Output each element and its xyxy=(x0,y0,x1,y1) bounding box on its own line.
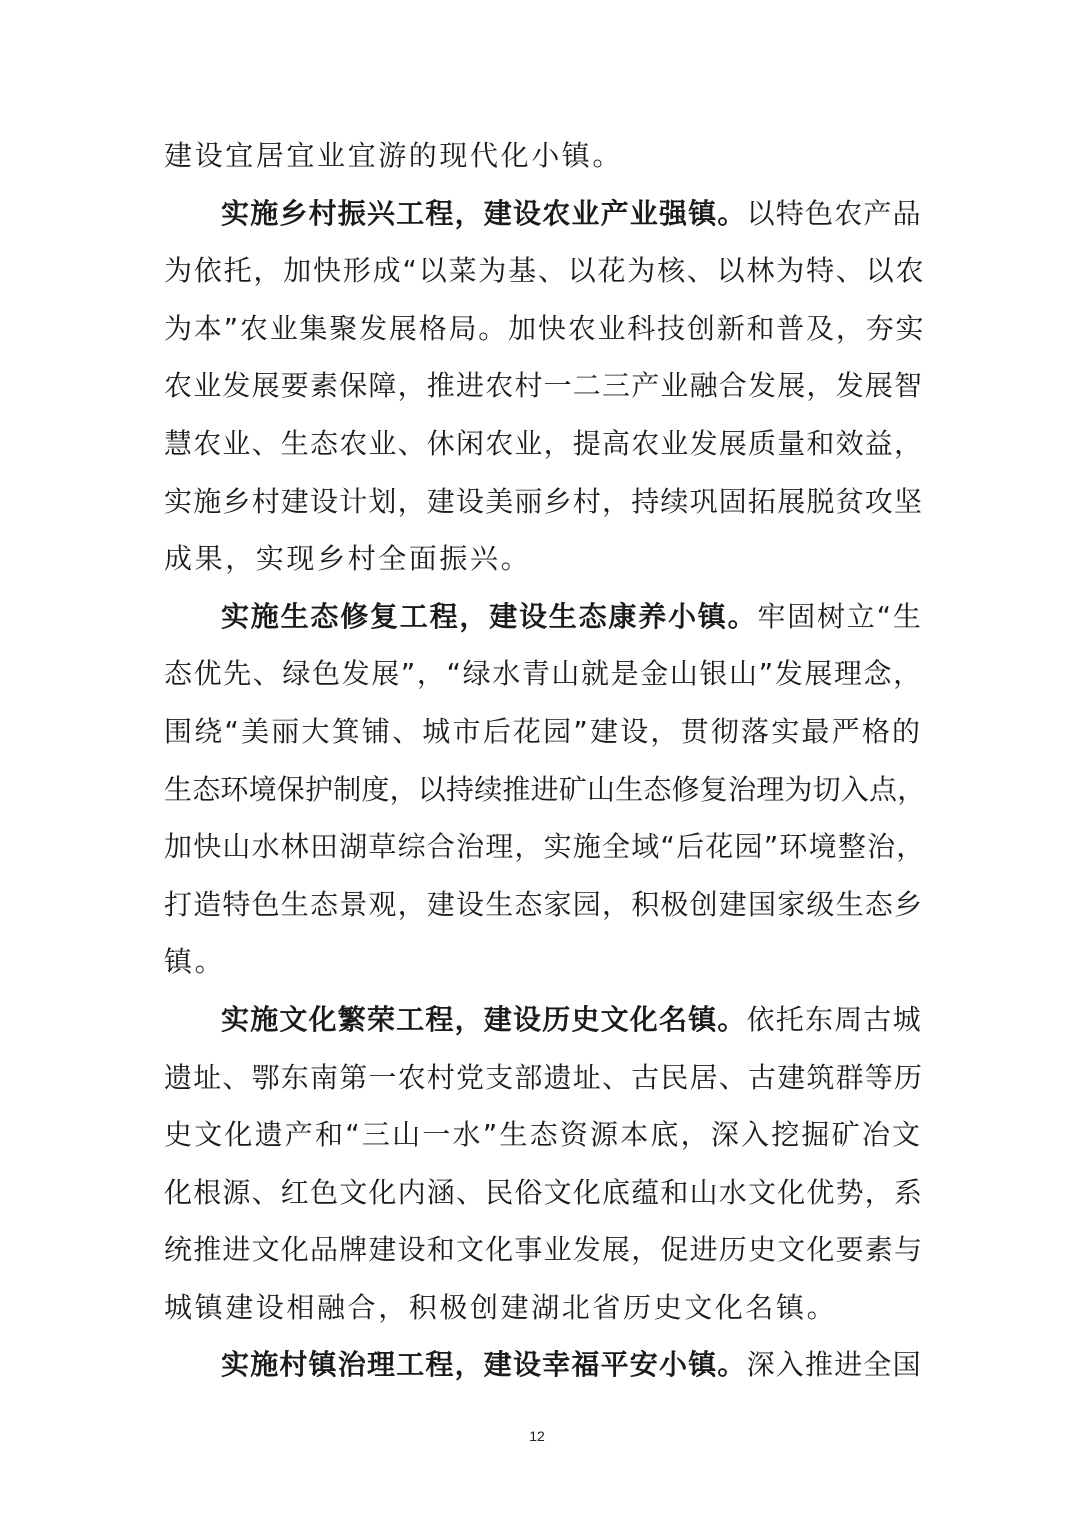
body-line xyxy=(164,300,924,358)
line-text: 围绕“美丽大箕铺、城市后花园”建设，贯彻落实最严格的 xyxy=(164,714,923,748)
body-line xyxy=(164,876,924,934)
line-text: 生态环境保护制度，以持续推进矿山生态修复治理为切入点， xyxy=(164,772,926,806)
line-text: 为依托，加快形成“以菜为基、以花为核、以林为特、以农 xyxy=(164,254,926,288)
line-text: 打造特色生态景观，建设生态家园，积极创建国家级生态乡 xyxy=(164,887,924,921)
paragraph-heading: 实施生态修复工程，建设生态康养小镇。 xyxy=(221,599,758,633)
body-line xyxy=(164,1221,924,1279)
line-text: 为本”农业集聚发展格局。加快农业科技创新和普及，夯实 xyxy=(164,311,926,345)
line-text: 加快山水林田湖草综合治理，实施全域“后花园”环境整治， xyxy=(164,830,926,864)
paragraph-start-line xyxy=(164,1336,924,1394)
body-line xyxy=(164,1106,924,1164)
line-text: 深入推进全国 xyxy=(746,1348,922,1382)
body-line xyxy=(164,703,924,761)
line-text: 统推进文化品牌建设和文化事业发展，促进历史文化要素与 xyxy=(164,1233,924,1267)
line-text: 农业发展要素保障，推进农村一二三产业融合发展，发展智 xyxy=(164,369,924,403)
line-text: 遗址、鄂东南第一农村党支部遗址、古民居、古建筑群等历 xyxy=(164,1060,924,1094)
line-text: 城镇建设相融合，积极创建湖北省历史文化名镇。 xyxy=(164,1290,838,1324)
line-text: 依托东周古城 xyxy=(746,1002,922,1036)
line-text: 化根源、红色文化内涵、民俗文化底蕴和山水文化优势，系 xyxy=(164,1175,924,1209)
body-line xyxy=(164,1164,924,1222)
line-text: 成果，实现乡村全面振兴。 xyxy=(164,542,532,576)
line-text: 牢固树立“生 xyxy=(757,599,923,633)
body-line xyxy=(164,127,924,185)
body-line xyxy=(164,1049,924,1107)
paragraph-heading: 实施乡村振兴工程，建设农业产业强镇。 xyxy=(221,196,747,230)
page-number: 12 xyxy=(529,1428,545,1444)
body-line xyxy=(164,415,924,473)
body-line xyxy=(164,473,924,531)
line-text: 态优先、绿色发展”，“绿水青山就是金山银山”发展理念， xyxy=(164,657,923,691)
body-line xyxy=(164,530,924,588)
body-line xyxy=(164,933,924,991)
line-text: 慧农业、生态农业、休闲农业，提高农业发展质量和效益， xyxy=(164,426,924,460)
body-line xyxy=(164,357,924,415)
paragraph-start-line xyxy=(164,991,924,1049)
paragraph-start-line xyxy=(164,185,924,243)
body-line xyxy=(164,818,924,876)
line-text: 镇。 xyxy=(164,945,226,979)
body-line xyxy=(164,645,924,703)
paragraph-heading: 实施文化繁荣工程，建设历史文化名镇。 xyxy=(221,1002,747,1036)
body-line xyxy=(164,1279,924,1337)
paragraph-start-line xyxy=(164,588,924,646)
line-text: 实施乡村建设计划，建设美丽乡村，持续巩固拓展脱贫攻坚 xyxy=(164,484,924,518)
body-line xyxy=(164,761,924,819)
paragraph-heading: 实施村镇治理工程，建设幸福平安小镇。 xyxy=(221,1348,747,1382)
document-body xyxy=(164,127,924,1394)
body-line xyxy=(164,242,924,300)
line-text: 建设宜居宜业宜游的现代化小镇。 xyxy=(164,139,624,172)
line-text: 以特色农产品 xyxy=(746,196,922,230)
line-text: 史文化遗产和“三山一水”生态资源本底，深入挖掘矿冶文 xyxy=(164,1118,923,1152)
